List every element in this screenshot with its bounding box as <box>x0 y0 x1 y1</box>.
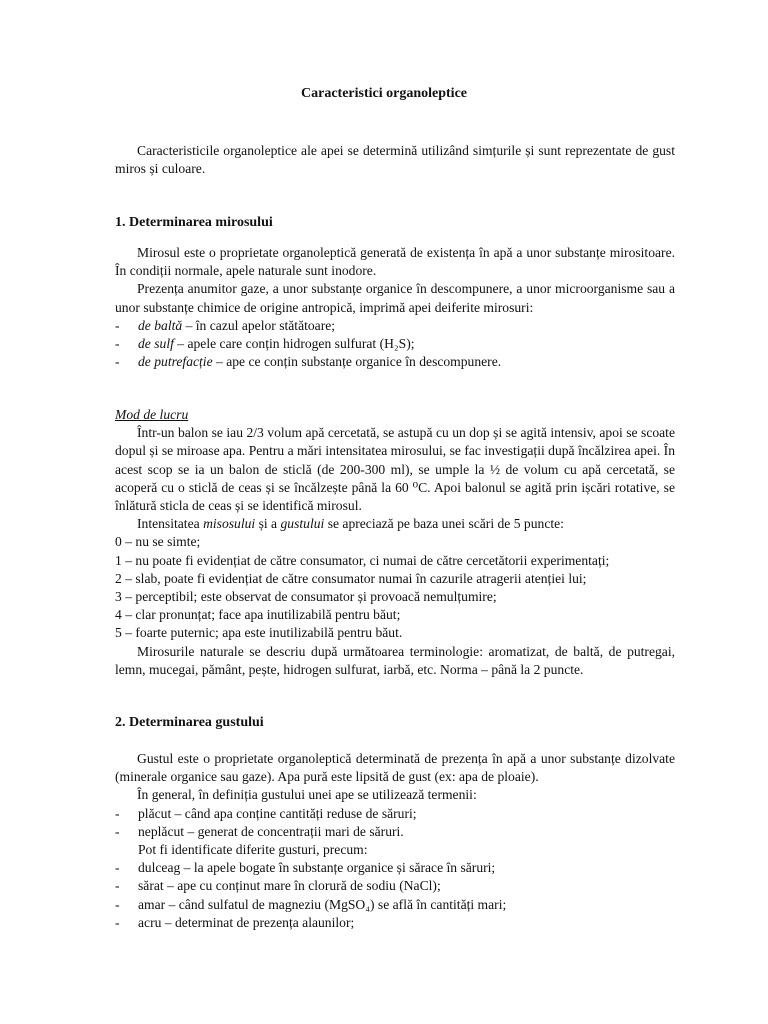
list-item <box>115 877 675 895</box>
list-item <box>115 805 675 823</box>
odor-term: de baltă <box>138 317 183 333</box>
taste-paragraph-1: Gustul este o proprietate organoleptică determinată de prezența în apă a unor substanțe dizolvate (minerale organice sau gaze). Apa pură este lipsită de gust (ex: apa de ploaie). <box>115 751 675 785</box>
intro-block <box>115 142 675 178</box>
section-odor <box>115 214 675 232</box>
list-item <box>115 859 675 877</box>
taste-sour: acru – determinat de prezența alaunilor; <box>138 914 355 930</box>
taste-paragraph-3: Pot fi identificate diferite gusturi, precum: <box>138 842 368 858</box>
taste-paragraph-2: În general, în definiția gustului unei ape se utilizează termenii: <box>137 787 477 803</box>
odor-content <box>115 244 675 371</box>
section-heading-taste: 2. Determinarea gustului <box>115 715 264 730</box>
odor-term: de putrefacție <box>138 354 213 370</box>
section-taste <box>115 714 675 732</box>
list-item <box>115 353 675 371</box>
scale-item-3: 3 – perceptibil; este observat de consumator și provoacă nemulțumire; <box>115 589 497 605</box>
odor-paragraph-2: Prezența anumitor gaze, a unor substanțe organice în descompunere, a unor microorganisme sau a unor substanțe chimice de origine antropică, imprimă apei deiferite mirosuri: <box>115 281 675 315</box>
taste-bitter: amar – când sulfatul de magneziu (MgSO₄) se află în cantități mari; <box>138 896 507 912</box>
list-item <box>115 896 675 914</box>
method-paragraph: Într-un balon se iau 2/3 volum apă cercetată, se astupă cu un dop și se agită intensiv, apoi se scoate dopul și se miroase apa. Pentru a mări intensitatea mirosului, se fac investigații după încălzirea apei. În acest scop se ia un balon de sticlă (de 200-300 ml), se umple la ½ de volum cu apă cercetată, se acoperă cu o sticlă de ceas și se încălzește până la 60 ⁰C. Apoi balonul se agită prin ișcări rotative, se înlătură sticla de ceas și se identifică mirosul. <box>115 425 675 514</box>
list-item <box>115 914 675 932</box>
taste-term-pleasant: plăcut – când apa conține cantități reduse de săruri; <box>138 805 417 821</box>
list-item <box>115 317 675 335</box>
scale-item-2: 2 – slab, poate fi evidențiat de către consumator numai în cazurile atragerii atenției lui; <box>115 570 587 586</box>
list-item <box>115 335 675 353</box>
taste-sweet: dulceag – la apele bogate în substanțe organice și sărace în săruri; <box>138 860 496 876</box>
page-title: Caracteristici organoleptice <box>301 86 467 101</box>
odor-desc: – apele care conțin hidrogen sulfurat (H₂S); <box>173 336 415 352</box>
scale-item-4: 4 – clar pronunțat; face apa inutilizabilă pentru băut; <box>115 607 401 623</box>
bullet-dash: - <box>115 914 120 930</box>
intensity-paragraph: Intensitatea misosului și a gustului se apreciază pe baza unei scări de 5 puncte: <box>137 516 564 532</box>
odor-term: de sulf <box>138 336 174 352</box>
section-heading-odor: 1. Determinarea mirosului <box>115 215 273 230</box>
scale-item-0: 0 – nu se simte; <box>115 534 201 550</box>
taste-content <box>115 750 675 932</box>
bullet-dash: - <box>115 823 120 839</box>
odor-paragraph-1: Mirosul este o proprietate organoleptică generată de existența în apă a unor substanțe mirositoare. În condiții normale, apele naturale sunt inodore. <box>115 245 675 279</box>
odor-terminology-paragraph: Mirosurile naturale se descriu după următoarea terminologie: aromatizat, de baltă, de putregai, lemn, mucegai, pământ, pește, hidrogen sulfurat, iarbă, etc. Norma – până la 2 puncte. <box>115 643 675 677</box>
scale-item-5: 5 – foarte puternic; apa este inutilizabilă pentru băut. <box>115 625 403 641</box>
list-item <box>115 823 675 841</box>
bullet-dash: - <box>115 878 120 894</box>
odor-desc: – ape ce conțin substanțe organice în descompunere. <box>212 354 502 370</box>
method-subheading: Mod de lucru <box>115 407 189 422</box>
scale-item-1: 1 – nu poate fi evidențiat de către consumator, ci numai de către cercetătorii experimentați; <box>115 552 610 568</box>
bullet-dash: - <box>115 336 120 352</box>
bullet-dash: - <box>115 860 120 876</box>
odor-desc: – în cazul apelor stătătoare; <box>182 317 336 333</box>
taste-term-unpleasant: neplăcut – generat de concentrații mari de săruri. <box>138 823 404 839</box>
taste-salty: sărat – ape cu conținut mare în clorură de sodiu (NaCl); <box>138 878 441 894</box>
bullet-dash: - <box>115 805 120 821</box>
bullet-dash: - <box>115 354 120 370</box>
bullet-dash: - <box>115 896 120 912</box>
method-content <box>115 406 675 679</box>
bullet-dash: - <box>115 317 120 333</box>
intro-paragraph: Caracteristicile organoleptice ale apei se determină utilizând simțurile și sunt reprezentate de gust miros și culoare. <box>115 143 675 177</box>
